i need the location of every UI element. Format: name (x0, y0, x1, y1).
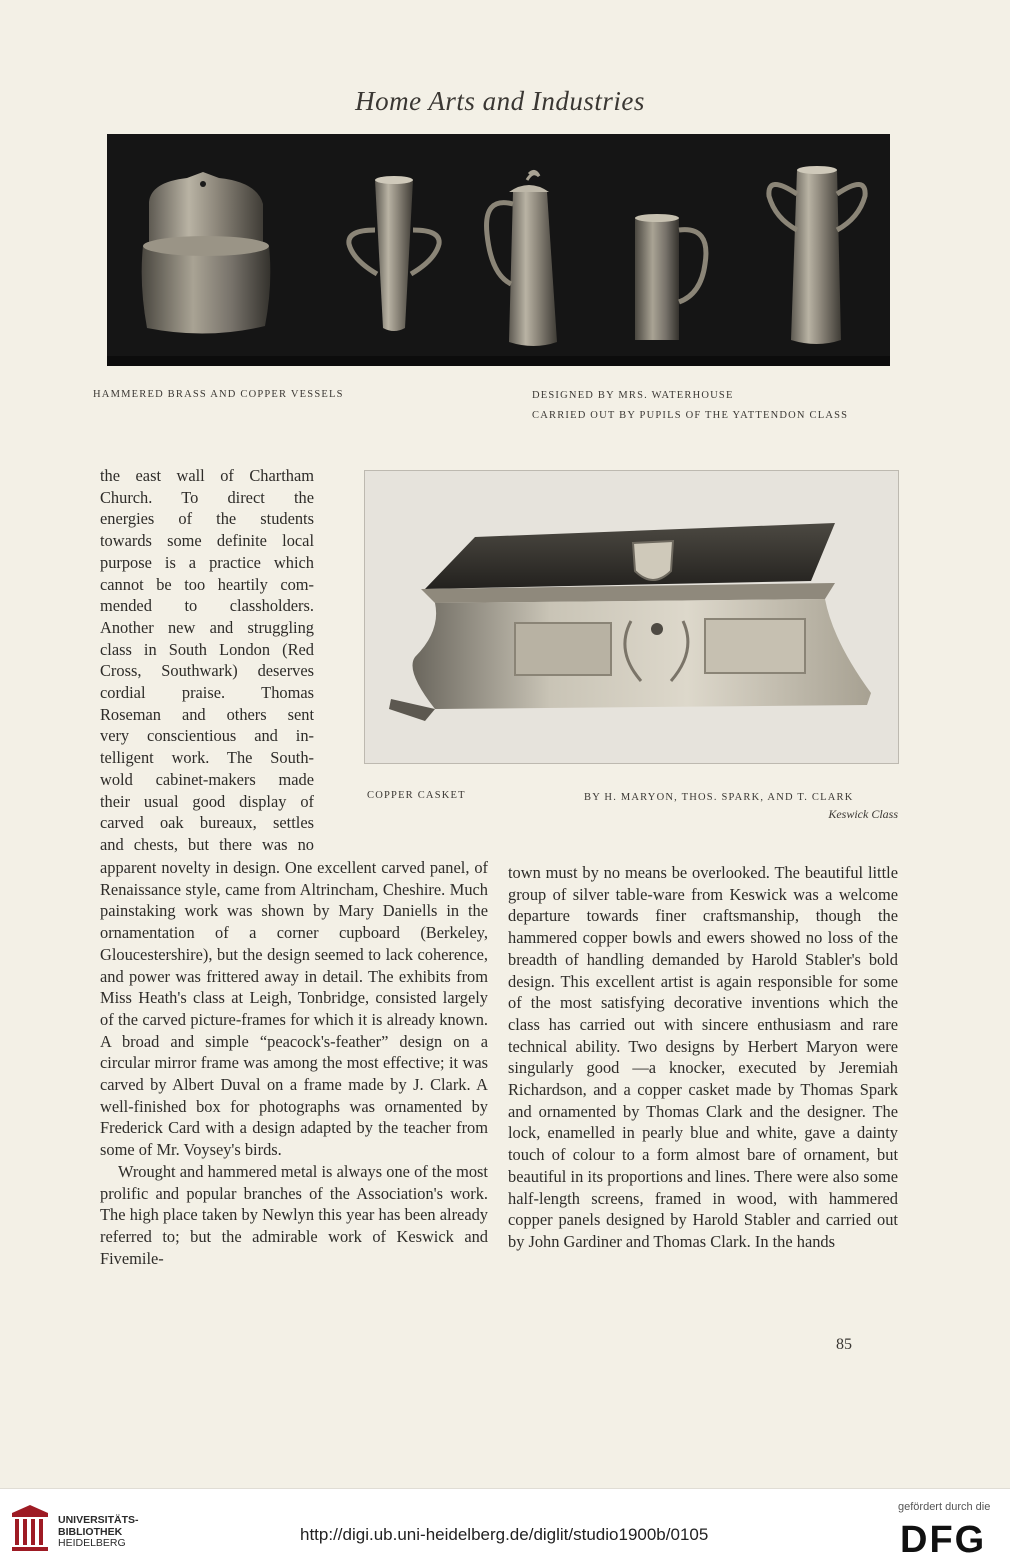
narrow-column (100, 465, 314, 856)
narrow-line: Cross, Southwark) deserves (100, 661, 314, 681)
vessels-caption-class: CARRIED OUT BY PUPILS OF THE YATTENDON CLASS (532, 410, 849, 421)
narrow-line: their usual good display of (100, 791, 314, 811)
narrow-line: the east wall of Chartham (100, 466, 314, 485)
narrow-line: class in South London (Red (100, 639, 314, 659)
narrow-line: wold cabinet-makers made (100, 769, 314, 789)
source-url-link[interactable]: http://digi.ub.uni-heidelberg.de/diglit/studio1900b/0105 (300, 1525, 709, 1544)
library-name-line-1: UNIVERSITÄTS- (58, 1514, 139, 1526)
narrow-line: Church. To direct the (100, 487, 314, 507)
narrow-line: Roseman and others sent (100, 704, 314, 724)
casket-illustration (365, 471, 898, 763)
left-paragraph-2: Wrought and hammered metal is always one of the most prolific and popular branches of the Association's work. The high place taken by Newlyn this year has been already referred to; but the admirable work of Keswick and Fivemile- (100, 1161, 488, 1268)
dfg-logo: DFG (900, 1519, 987, 1561)
library-name (58, 1515, 139, 1550)
vessels-caption-designer: DESIGNED BY MRS. WATERHOUSE (532, 390, 734, 401)
narrow-line: carved oak bureaux, settles (100, 813, 314, 833)
narrow-line: towards some definite local (100, 531, 314, 551)
narrow-line: mended to classholders. (100, 596, 314, 616)
vessels-caption-left: HAMMERED BRASS AND COPPER VESSELS (93, 389, 344, 400)
narrow-line: cannot be too heartily com- (100, 574, 314, 594)
narrow-line: purpose is a practice which (100, 552, 314, 572)
narrow-line: telligent work. The South- (100, 748, 314, 768)
page-number: 85 (836, 1336, 852, 1353)
casket-caption-makers: BY H. MARYON, THOS. SPARK, AND T. CLARK (584, 792, 854, 803)
left-paragraph-1: apparent novelty in design. One excellent carved panel, of Renaissance style, came from Altrincham, Cheshire. Much painstaking work was shown by Mary Daniells in the ornamentation of a corner cupboard (Berkeley, Gloucestershire), but the design seemed to lack coherence, and power was frittered away in detail. The exhibits from Miss Heath's class at Leigh, Tonbridge, consisted largely of the carved picture-frames for which it is already known. A broad and simple “peacock's-feather” design on a circular mirror frame was among the most effective; it was carved by Albert Duval on a frame made by J. Clark. A well-finished box for photographs was ornamented by Frederick Card with a design adapted by the teacher from some of Mr. Voysey's birds. (100, 858, 488, 1160)
left-column (100, 857, 488, 1269)
library-name-line-2: BIBLIOTHEK (58, 1525, 123, 1538)
casket-caption-class: Keswick Class (828, 807, 898, 821)
narrow-line: energies of the students (100, 509, 314, 529)
library-logo-icon (10, 1503, 50, 1553)
footer-bar (0, 1488, 1010, 1567)
narrow-line: Another new and struggling (100, 617, 314, 637)
right-column (508, 862, 898, 1253)
casket-caption-left: COPPER CASKET (367, 790, 466, 801)
library-name-line-3: HEIDELBERG (58, 1537, 126, 1549)
narrow-line: very conscientious and in- (100, 726, 314, 746)
narrow-line: cordial praise. Thomas (100, 683, 314, 703)
running-head: Home Arts and Industries (355, 86, 645, 116)
vessels-illustration (107, 134, 890, 366)
vessels-photo (107, 134, 890, 366)
right-paragraph-1: town must by no means be overlooked. The beautiful little group of silver table-ware from Keswick was a welcome departure towards finer craftsmanship, though the hammered copper bowls and ewers showed no loss of the breadth of handling demanded by Harold Stabler's bold design. This excellent artist is again responsible for some of the most satisfying decorative inventions which the class has carried out with sincere enthusiasm and rare technical ability. Two designs by Herbert Maryon were singularly good —a knocker, executed by Jeremiah Richardson, and a copper casket made by Thomas Spark and ornamented by Thomas Clark and the designer. The lock, enamelled in pearly blue and white, gave a dainty touch of colour to a form almost bare of ornament, but beautiful in its proportions and lines. There were also some half-length screens, framed in wood, with hammered copper panels designed by Harold Stabler and carried out by John Gardiner and Thomas Clark. In the hands (508, 863, 898, 1251)
casket-photo (364, 470, 899, 764)
narrow-line: and chests, but there was no (100, 834, 314, 854)
funded-by-label: gefördert durch die (898, 1501, 991, 1513)
